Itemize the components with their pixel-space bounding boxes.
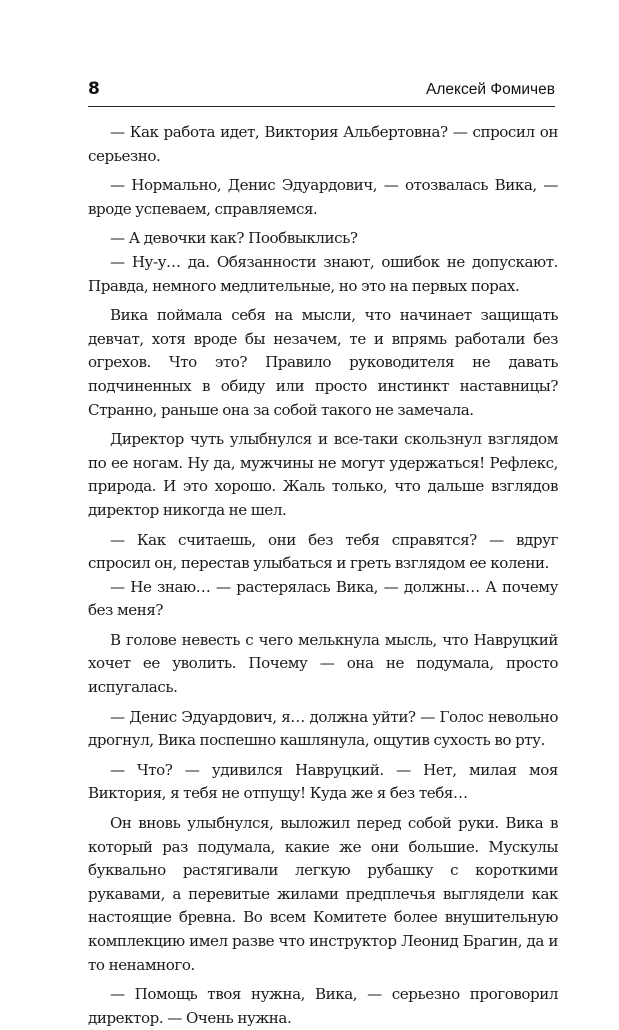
page-header xyxy=(88,78,555,100)
paragraph: Директор чуть улыбнулся и все-таки скользнул взглядом по ее ногам. Ну да, мужчины не могут удержаться! Рефлекс, природа. И это хорошо. Жаль только, что дальше взглядов директор никогда не шел. xyxy=(88,430,558,519)
paragraph: — Помощь твоя нужна, Вика, — серьезно проговорил директор. — Очень нужна. xyxy=(88,985,558,1027)
paragraph: — А девочки как? Пообвыклись? xyxy=(110,229,358,248)
paragraph: — Как считаешь, они без тебя справятся? — вдруг спросил он, перестав улыбаться и греть взглядом ее колени. xyxy=(88,530,558,573)
body-text xyxy=(88,121,558,1030)
page-number: 8 xyxy=(88,79,100,99)
paragraph: Он вновь улыбнулся, выложил перед собой руки. Вика в который раз подумала, какие же они большие. Мускулы буквально растягивали легкую рубашку с короткими рукавами, а перевитые жилами предплечья выглядели как настоящие бревна. Во всем Комитете более внушительную комплекцию имел разве что инструктор Леонид Брагин, да и то ненамного. xyxy=(88,814,558,974)
paragraph: — Как работа идет, Виктория Альбертовна? — спросил он серьезно. xyxy=(88,123,558,165)
paragraph: — Нормально, Денис Эдуардович, — отозвалась Вика, — вроде успеваем, справляемся. xyxy=(88,176,558,218)
paragraph: — Не знаю… — растерялась Вика, — должны… А почему без меня? xyxy=(88,577,558,620)
running-head-author: Алексей Фомичев xyxy=(426,81,555,98)
paragraph: В голове невесть с чего мелькнула мысль, что Навруцкий хочет ее уволить. Почему — она не подумала, просто испугалась. xyxy=(88,630,558,697)
paragraph: Вика поймала себя на мысли, что начинает защищать девчат, хотя вроде бы незачем, те и впрямь работали без огрехов. Что это? Правило руководителя не давать подчиненных в обиду или просто инстинкт наставницы? Странно, раньше она за собой такого не замечала. xyxy=(88,306,558,419)
header-divider xyxy=(88,106,555,107)
paragraph: — Денис Эдуардович, я… должна уйти? — Голос невольно дрогнул, Вика поспешно кашлянула, ощутив сухость во рту. xyxy=(88,707,558,750)
paragraph: — Что? — удивился Навруцкий. — Нет, милая моя Виктория, я тебя не отпущу! Куда же я без тебя… xyxy=(88,760,558,803)
paragraph: — Ну-у… да. Обязанности знают, ошибок не допускают. Правда, немного медлительные, но это на первых порах. xyxy=(88,252,558,295)
